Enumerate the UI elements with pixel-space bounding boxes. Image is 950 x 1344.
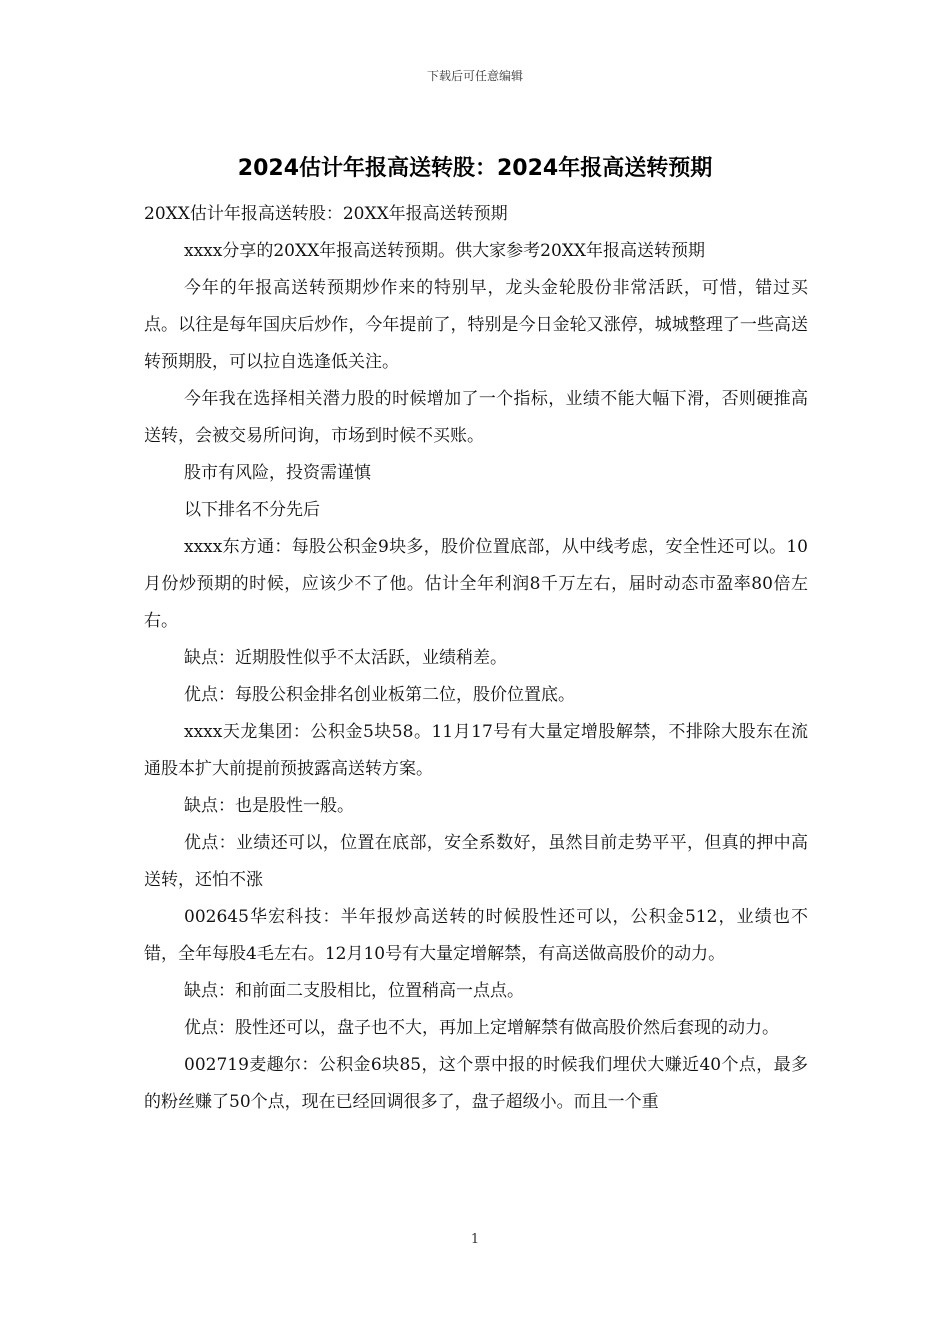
paragraph: 002645华宏科技：半年报炒高送转的时候股性还可以，公积金512，业绩也不错，全年每股4毛左右。12月10号有大量定增解禁，有高送做高股价的动力。 (144, 907, 808, 964)
paragraph: 20XX估计年报高送转股：20XX年报高送转预期 (144, 204, 508, 224)
paragraph: 优点：股性还可以，盘子也不大，再加上定增解禁有做高股价然后套现的动力。 (184, 1018, 779, 1038)
header-note: 下载后可任意编辑 (426, 69, 523, 83)
paragraph: xxxx东方通：每股公积金9块多，股价位置底部，从中线考虑，安全性还可以。10月份炒预期的时候，应该少不了他。估计全年利润8千万左右，届时动态市盈率80倍左右。 (144, 537, 808, 631)
page-number: 1 (470, 1232, 480, 1247)
paragraph: xxxx天龙集团：公积金5块58。11月17号有大量定增股解禁，不排除大股东在流通股本扩大前提前预披露高送转方案。 (144, 722, 808, 779)
paragraph: 缺点：和前面二支股相比，位置稍高一点点。 (184, 981, 524, 1001)
paragraph: 优点：业绩还可以，位置在底部，安全系数好，虽然目前走势平平，但真的押中高送转，还怕不涨 (144, 833, 808, 890)
paragraph: 002719麦趣尔：公积金6块85，这个票中报的时候我们埋伏大赚近40个点，最多的粉丝赚了50个点，现在已经回调很多了，盘子超级小。而且一个重 (144, 1055, 808, 1112)
paragraph: 股市有风险，投资需谨慎 (184, 463, 371, 483)
document-body (144, 196, 808, 1121)
paragraph: 今年的年报高送转预期炒作来的特别早，龙头金轮股份非常活跃，可惜，错过买点。以往是每年国庆后炒作，今年提前了，特别是今日金轮又涨停，城城整理了一些高送转预期股，可以拉自选逢低关注。 (144, 278, 808, 372)
paragraph: 缺点：也是股性一般。 (184, 796, 354, 816)
paragraph: 优点：每股公积金排名创业板第二位，股价位置底。 (184, 685, 575, 705)
document-title: 2024估计年报高送转股：2024年报高送转预期 (237, 156, 713, 181)
paragraph: 缺点：近期股性似乎不太活跃，业绩稍差。 (184, 648, 507, 668)
paragraph: 以下排名不分先后 (184, 500, 320, 520)
paragraph: 今年我在选择相关潜力股的时候增加了一个指标，业绩不能大幅下滑，否则硬推高送转，会被交易所问询，市场到时候不买账。 (144, 389, 808, 446)
paragraph: xxxx分享的20XX年报高送转预期。供大家参考20XX年报高送转预期 (184, 241, 706, 261)
